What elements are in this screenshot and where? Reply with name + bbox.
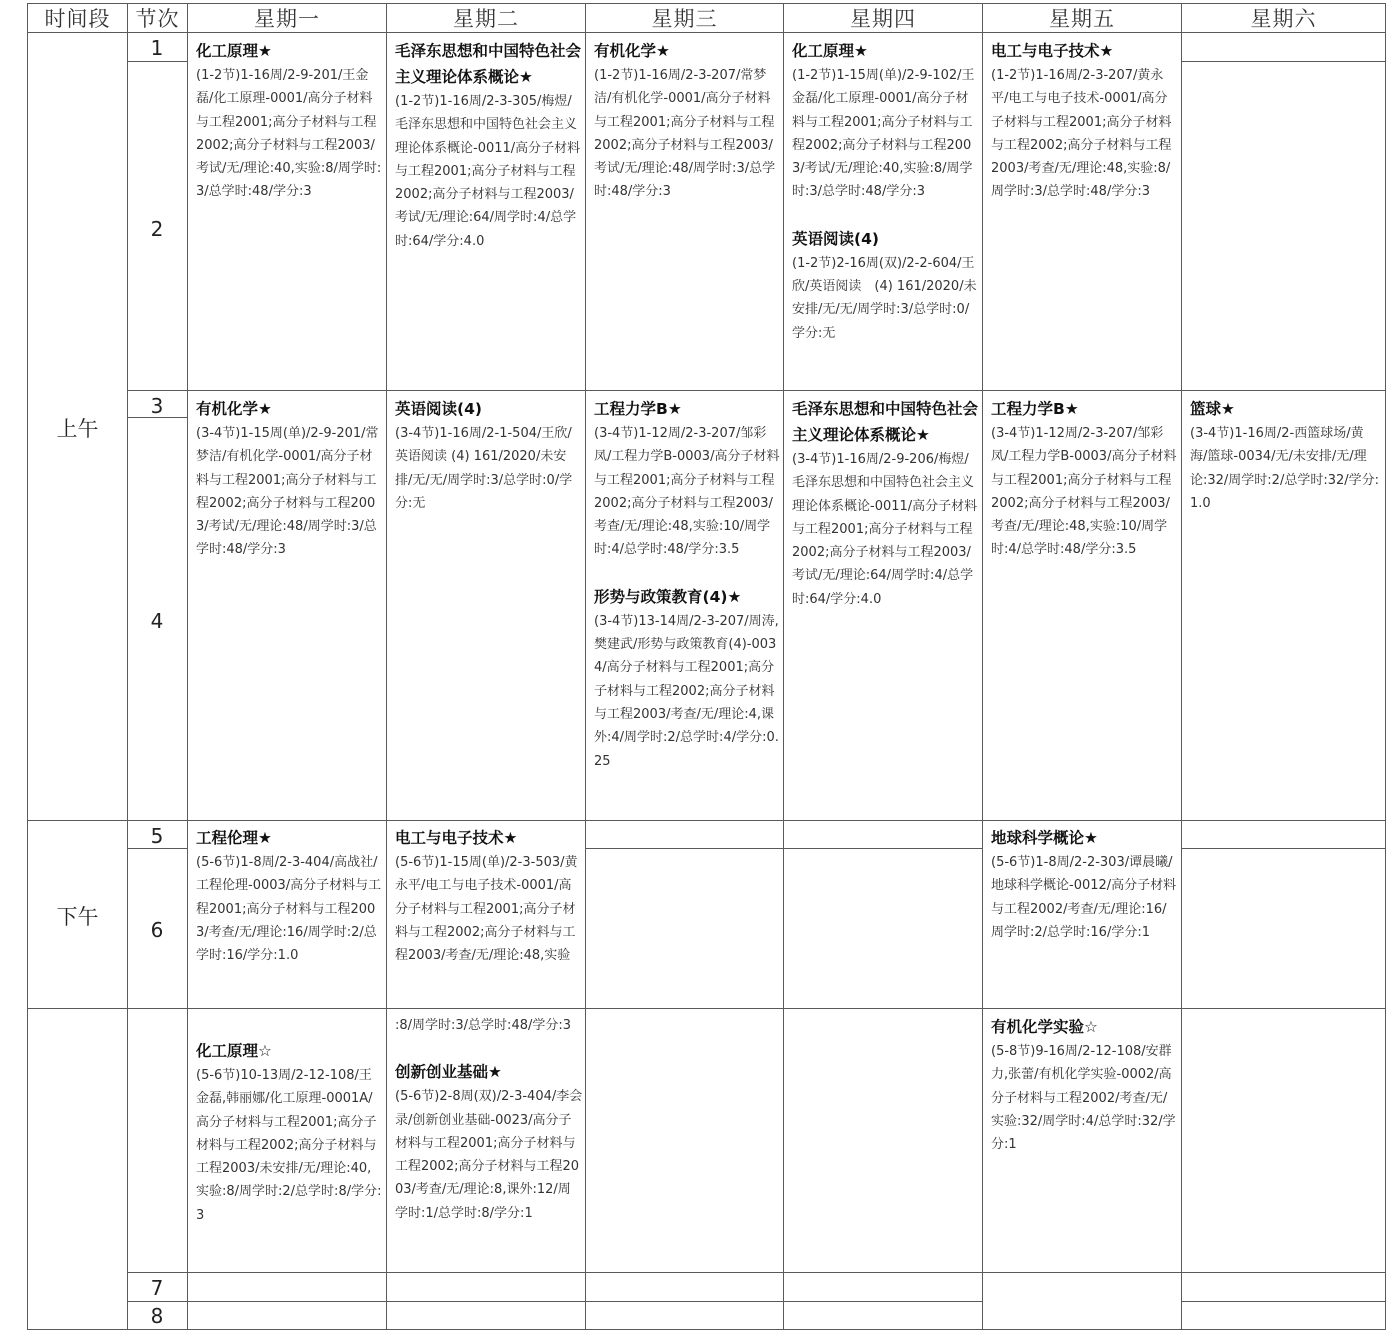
grid-line bbox=[1181, 61, 1386, 62]
course-entry bbox=[991, 1014, 1179, 1156]
course-detail-continued: :8/周学时:3/总学时:48/学分:3 bbox=[395, 1018, 572, 1033]
grid-line bbox=[27, 1008, 1386, 1009]
grid-line bbox=[127, 1272, 1386, 1273]
course-title: 有机化学★ bbox=[594, 42, 670, 60]
section-number: 5 bbox=[150, 824, 164, 848]
grid-line bbox=[127, 61, 187, 62]
cell-friday-am-3-4 bbox=[991, 396, 1179, 818]
course-entry bbox=[395, 396, 583, 515]
grid-line bbox=[187, 3, 188, 1330]
course-title: 工程伦理★ bbox=[196, 829, 272, 847]
cell-monday-pm-5-6 bbox=[196, 825, 384, 1007]
course-title: 有机化学★ bbox=[196, 400, 272, 418]
course-entry bbox=[792, 226, 980, 345]
section-number: 2 bbox=[150, 217, 164, 241]
course-title: 有机化学实验☆ bbox=[991, 1018, 1098, 1036]
course-entry bbox=[594, 584, 781, 773]
course-entry bbox=[1190, 396, 1380, 515]
section-number: 6 bbox=[150, 918, 164, 942]
course-entry bbox=[196, 825, 384, 967]
course-detail: (3-4节)1-16周/2-1-504/王欣/英语阅读 (4) 161/2020/未安排/无/无/周学时:3/总学时:0/学分:无 bbox=[395, 426, 573, 511]
grid-line bbox=[1181, 1301, 1386, 1302]
grid-line bbox=[1181, 3, 1182, 1330]
course-title: 电工与电子技术★ bbox=[395, 829, 518, 847]
course-title: 形势与政策教育(4)★ bbox=[594, 587, 742, 606]
course-detail: (1-2节)1-15周(单)/2-9-102/王金磊/化工原理-0001/高分子材料与工程2001;高分子材料与工程2002;高分子材料与工程2003/考试/无/理论:40,实验:8/周学时:3/总学时:48/学分:3 bbox=[792, 68, 975, 200]
course-detail: (5-8节)9-16周/2-12-108/安群力,张蕾/有机化学实验-0002/高分子材料与工程2002/考查/无/实验:32/周学时:4/总学时:32/学分:1 bbox=[991, 1044, 1176, 1153]
cell-friday-pm-5-6 bbox=[991, 825, 1179, 1007]
course-detail: (1-2节)1-16周/2-3-207/常梦洁/有机化学-0001/高分子材料与工程2001;高分子材料与工程2002;高分子材料与工程2003/考试/无/理论:48/周学时:3/总学时:48/学分:3 bbox=[594, 68, 776, 200]
course-detail: (5-6节)1-15周(单)/2-3-503/黄永平/电工与电子技术-0001/高分子材料与工程2001;高分子材料与工程2002;高分子材料与工程2003/考查/无/理论:48,实验 bbox=[395, 855, 578, 964]
course-detail: (3-4节)1-15周(单)/2-9-201/常梦洁/有机化学-0001/高分子材料与工程2001;高分子材料与工程2002;高分子材料与工程2003/考试/无/理论:48/周学时:3/总学时:48/学分:3 bbox=[196, 426, 379, 558]
course-detail: (1-2节)2-16周(双)/2-2-604/王欣/英语阅读 (4) 161/2020/未安排/无/无/周学时:3/总学时:0/学分:无 bbox=[792, 255, 977, 341]
course-title: 工程力学B★ bbox=[594, 400, 682, 418]
grid-line bbox=[386, 3, 387, 1330]
course-title: 毛泽东思想和中国特色社会主义理论体系概论★ bbox=[792, 400, 979, 444]
cell-saturday-am-3-4 bbox=[1190, 396, 1380, 818]
course-detail: (3-4节)1-12周/2-3-207/邹彩凤/工程力学B-0003/高分子材料与工程2001;高分子材料与工程2002;高分子材料与工程2003/考查/无/理论:48,实验:10/周学时:4/总学时:48/学分:3.5 bbox=[991, 426, 1177, 558]
cell-thursday-am-3-4 bbox=[792, 396, 980, 818]
course-detail: (3-4节)1-12周/2-3-207/邹彩凤/工程力学B-0003/高分子材料与工程2001;高分子材料与工程2002;高分子材料与工程2003/考查/无/理论:48,实验:10/周学时:4/总学时:48/学分:3.5 bbox=[594, 426, 780, 558]
course-entry bbox=[395, 825, 583, 967]
grid-line bbox=[585, 3, 586, 1330]
cell-monday-am-1-2 bbox=[196, 38, 384, 388]
grid-line bbox=[982, 3, 983, 1330]
course-title: 化工原理★ bbox=[792, 42, 868, 60]
course-title: 地球科学概论★ bbox=[991, 829, 1098, 847]
course-entry bbox=[594, 396, 781, 562]
course-entry bbox=[594, 38, 781, 204]
course-title: 英语阅读(4) bbox=[792, 229, 879, 248]
grid-line bbox=[27, 3, 28, 1330]
cell-tuesday-am-3-4 bbox=[395, 396, 583, 818]
section-number: 3 bbox=[150, 394, 164, 418]
cell-wednesday-am-1-2 bbox=[594, 38, 781, 388]
cell-wednesday-am-3-4 bbox=[594, 396, 781, 819]
cell-tuesday-pm-lower bbox=[395, 1014, 583, 1271]
course-detail: (5-6节)2-8周(双)/2-3-404/李会录/创新创业基础-0023/高分子材料与工程2001;高分子材料与工程2002;高分子材料与工程2003/考查/无/理论:8,课外:12/周学时:1/总学时:8/学分:1 bbox=[395, 1089, 583, 1221]
course-entry bbox=[196, 38, 384, 204]
grid-line bbox=[127, 1301, 982, 1302]
cell-monday-pm-lower bbox=[196, 1038, 384, 1270]
grid-line bbox=[127, 390, 1386, 391]
header-monday: 星期一 bbox=[254, 7, 320, 31]
course-title: 创新创业基础★ bbox=[395, 1063, 502, 1082]
course-detail: (3-4节)1-16周/2-9-206/梅煜/毛泽东思想和中国特色社会主义理论体系概论-0011/高分子材料与工程2001;高分子材料与工程2002;高分子材料与工程2003/考试/无/理论:64/周学时:4/总学时:64/学分:4.0 bbox=[792, 452, 978, 607]
period-afternoon: 下午 bbox=[56, 905, 99, 929]
course-title: 篮球★ bbox=[1190, 400, 1235, 418]
course-title: 化工原理☆ bbox=[196, 1042, 272, 1060]
grid-line bbox=[783, 3, 784, 1330]
header-wednesday: 星期三 bbox=[651, 7, 718, 31]
grid-line bbox=[27, 820, 1386, 821]
section-number: 8 bbox=[150, 1304, 164, 1328]
course-title: 化工原理★ bbox=[196, 42, 272, 60]
course-detail: (5-6节)1-8周/2-2-303/谭晨曦/地球科学概论-0012/高分子材料与工程2002/考查/无/理论:16/周学时:2/总学时:16/学分:1 bbox=[991, 855, 1177, 940]
section-number: 1 bbox=[150, 36, 164, 60]
course-title: 毛泽东思想和中国特色社会主义理论体系概论★ bbox=[395, 42, 582, 86]
course-detail: (1-2节)1-16周/2-3-305/梅煜/毛泽东思想和中国特色社会主义理论体系概论-0011/高分子材料与工程2001;高分子材料与工程2002;高分子材料与工程2003/考试/无/理论:64/周学时:4/总学时:64/学分:4.0 bbox=[395, 94, 581, 249]
course-entry bbox=[991, 396, 1179, 562]
course-entry bbox=[991, 825, 1179, 944]
course-list bbox=[395, 1059, 583, 1225]
period-morning: 上午 bbox=[56, 417, 99, 441]
course-detail: (1-2节)1-16周/2-3-207/黄永平/电工与电子技术-0001/高分子材料与工程2001;高分子材料与工程2002;高分子材料与工程2003/考查/无/理论:48,实验:8/周学时:3/总学时:48/学分:3 bbox=[991, 68, 1172, 200]
grid-line bbox=[127, 3, 128, 1330]
header-saturday: 星期六 bbox=[1250, 7, 1317, 31]
cell-thursday-am-1-2 bbox=[792, 38, 980, 389]
course-detail: (3-4节)13-14周/2-3-207/周涛,樊建武/形势与政策教育(4)-0034/高分子材料与工程2001;高分子材料与工程2002;高分子材料与工程2003/考查/无/理论:4,课外:4/周学时:2/总学时:4/学分:0.25 bbox=[594, 613, 779, 769]
course-entry bbox=[395, 38, 583, 253]
header-section: 节次 bbox=[135, 7, 180, 31]
course-entry bbox=[196, 396, 384, 562]
header-tuesday: 星期二 bbox=[453, 7, 519, 31]
course-entry bbox=[792, 396, 980, 611]
course-entry bbox=[395, 1059, 583, 1225]
grid-line bbox=[1181, 848, 1386, 849]
header-time-period: 时间段 bbox=[44, 7, 111, 31]
cell-friday-pm-lower bbox=[991, 1014, 1179, 1270]
course-entry bbox=[991, 38, 1179, 204]
cell-friday-am-1-2 bbox=[991, 38, 1179, 388]
section-number: 7 bbox=[150, 1275, 164, 1300]
course-title: 工程力学B★ bbox=[991, 400, 1079, 418]
header-friday: 星期五 bbox=[1049, 7, 1115, 31]
cell-tuesday-am-1-2 bbox=[395, 38, 583, 388]
course-title: 电工与电子技术★ bbox=[991, 42, 1114, 60]
course-entry bbox=[792, 38, 980, 204]
course-detail: (5-6节)10-13周/2-12-108/王金磊,韩丽娜/化工原理-0001A/高分子材料与工程2001;高分子材料与工程2002;高分子材料与工程2003/未安排/无/理论:40,实验:8/周学时:2/总学时:8/学分:3 bbox=[196, 1068, 382, 1223]
course-title: 英语阅读(4) bbox=[395, 400, 482, 418]
course-detail: (1-2节)1-16周/2-9-201/王金磊/化工原理-0001/高分子材料与工程2001;高分子材料与工程2002;高分子材料与工程2003/考试/无/理论:40,实验:8/周学时:3/总学时:48/学分:3 bbox=[196, 68, 382, 200]
section-number: 4 bbox=[150, 609, 164, 633]
cell-monday-am-3-4 bbox=[196, 396, 384, 818]
header-thursday: 星期四 bbox=[850, 7, 916, 31]
course-detail: (3-4节)1-16周/2-西篮球场/黄海/篮球-0034/无/未安排/无/理论:32/周学时:2/总学时:32/学分:1.0 bbox=[1190, 426, 1380, 511]
course-detail: (5-6节)1-8周/2-3-404/高战社/工程伦理-0003/高分子材料与工程2001;高分子材料与工程2003/考查/无/理论:16/周学时:2/总学时:16/学分:1.0 bbox=[196, 855, 382, 964]
cell-tuesday-pm-5-6 bbox=[395, 825, 583, 1007]
course-entry bbox=[196, 1038, 384, 1227]
